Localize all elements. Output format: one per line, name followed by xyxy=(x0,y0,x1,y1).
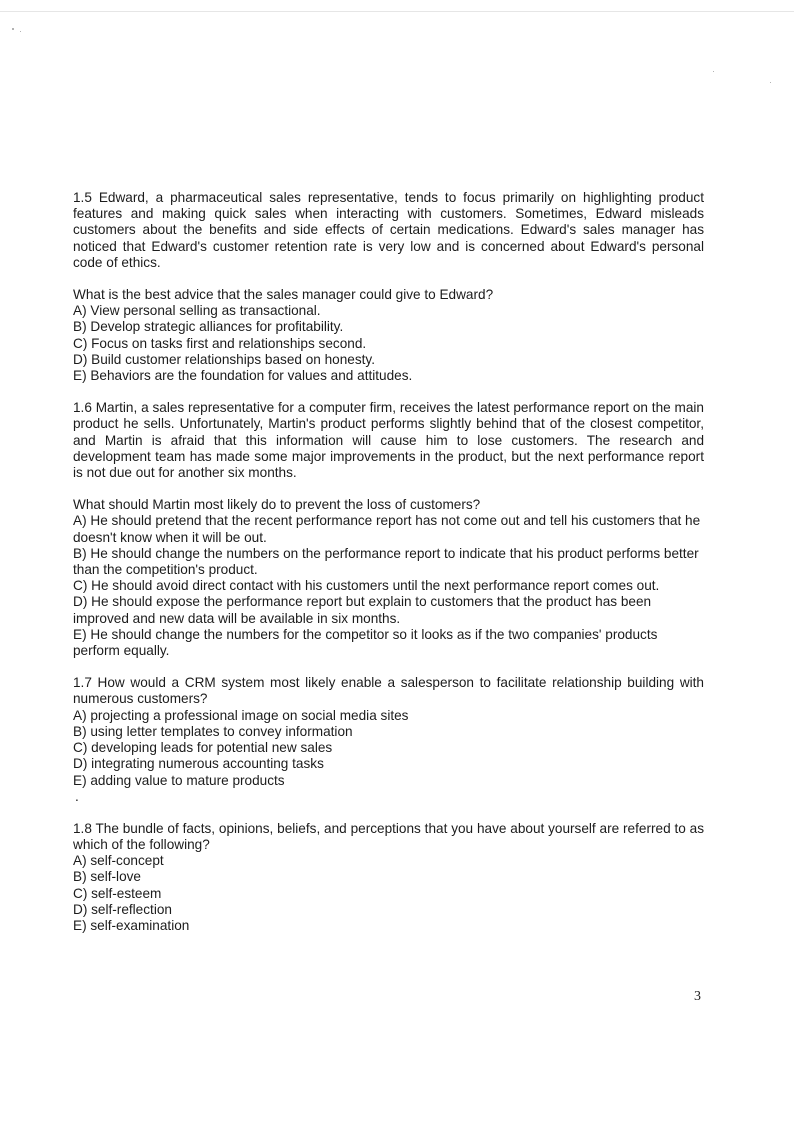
answer-options xyxy=(73,303,704,384)
option-b: B) using letter templates to convey information xyxy=(73,723,353,739)
question-1-7 xyxy=(73,675,704,804)
option-e: E) He should change the numbers for the competitor so it looks as if the two companies' products perform equally. xyxy=(73,626,658,659)
scan-speck xyxy=(12,28,14,30)
stray-mark: . xyxy=(75,788,79,804)
page-number: 3 xyxy=(694,989,701,1004)
option-e: E) self-examination xyxy=(73,917,190,933)
option-d: D) Build customer relationships based on honesty. xyxy=(73,351,375,367)
option-a: A) He should pretend that the recent performance report has not come out and tell his customers that he doesn't know when it will be out. xyxy=(73,513,701,545)
option-e: E) adding value to mature products xyxy=(73,772,285,788)
option-c: C) He should avoid direct contact with his customers until the next performance report comes out. xyxy=(73,578,660,594)
option-b: B) He should change the numbers on the performance report to indicate that his product performs better than the competition's product. xyxy=(73,545,699,578)
option-d: D) integrating numerous accounting tasks xyxy=(73,756,324,772)
document-body xyxy=(73,190,704,934)
answer-options xyxy=(73,708,704,789)
question-stem: 1.5 Edward, a pharmaceutical sales representative, tends to focus primarily on highlighting product features and making quick sales when interacting with customers. Sometimes, Edward misleads customers about the benefits and side effects of certain medications. Edward's sales manager has noticed that Edward's customer retention rate is very low and is concerned about Edward's personal code of ethics. xyxy=(73,190,704,270)
question-stem: 1.7 How would a CRM system most likely enable a salesperson to facilitate relationship building with numerous customers? xyxy=(73,675,704,707)
question-prompt: What is the best advice that the sales manager could give to Edward? xyxy=(73,287,494,303)
question-1-6 xyxy=(73,400,704,659)
answer-options xyxy=(73,513,704,659)
option-d: D) He should expose the performance report but explain to customers that the product has been improved and new data will be available in six months. xyxy=(73,594,652,626)
option-a: A) self-concept xyxy=(73,853,164,869)
scan-speck xyxy=(713,71,714,72)
option-c: C) Focus on tasks first and relationships second. xyxy=(73,335,367,351)
question-stem: 1.8 The bundle of facts, opinions, beliefs, and perceptions that you have about yourself are referred to as which of the following? xyxy=(73,820,704,852)
question-1-5 xyxy=(73,190,704,384)
option-b: B) Develop strategic alliances for profitability. xyxy=(73,319,344,335)
option-d: D) self-reflection xyxy=(73,901,172,917)
scan-speck xyxy=(770,82,771,83)
option-a: A) View personal selling as transactional. xyxy=(73,303,321,319)
option-a: A) projecting a professional image on social media sites xyxy=(73,707,409,723)
question-1-8 xyxy=(73,821,704,934)
option-c: C) self-esteem xyxy=(73,885,162,901)
scan-speck xyxy=(20,31,21,32)
option-b: B) self-love xyxy=(73,869,141,885)
answer-options xyxy=(73,853,704,934)
question-prompt: What should Martin most likely do to prevent the loss of customers? xyxy=(73,497,481,513)
scan-top-edge xyxy=(0,11,794,12)
option-c: C) developing leads for potential new sales xyxy=(73,740,333,756)
option-e: E) Behaviors are the foundation for values and attitudes. xyxy=(73,368,413,384)
question-stem: 1.6 Martin, a sales representative for a computer firm, receives the latest performance report on the main product he sells. Unfortunately, Martin's product performs slightly behind that of the closest competitor, and Martin is afraid that this information will cause him to lose customers. The research and development team has made some major improvements in the product, but the next performance report is not due out for another six months. xyxy=(73,400,704,481)
